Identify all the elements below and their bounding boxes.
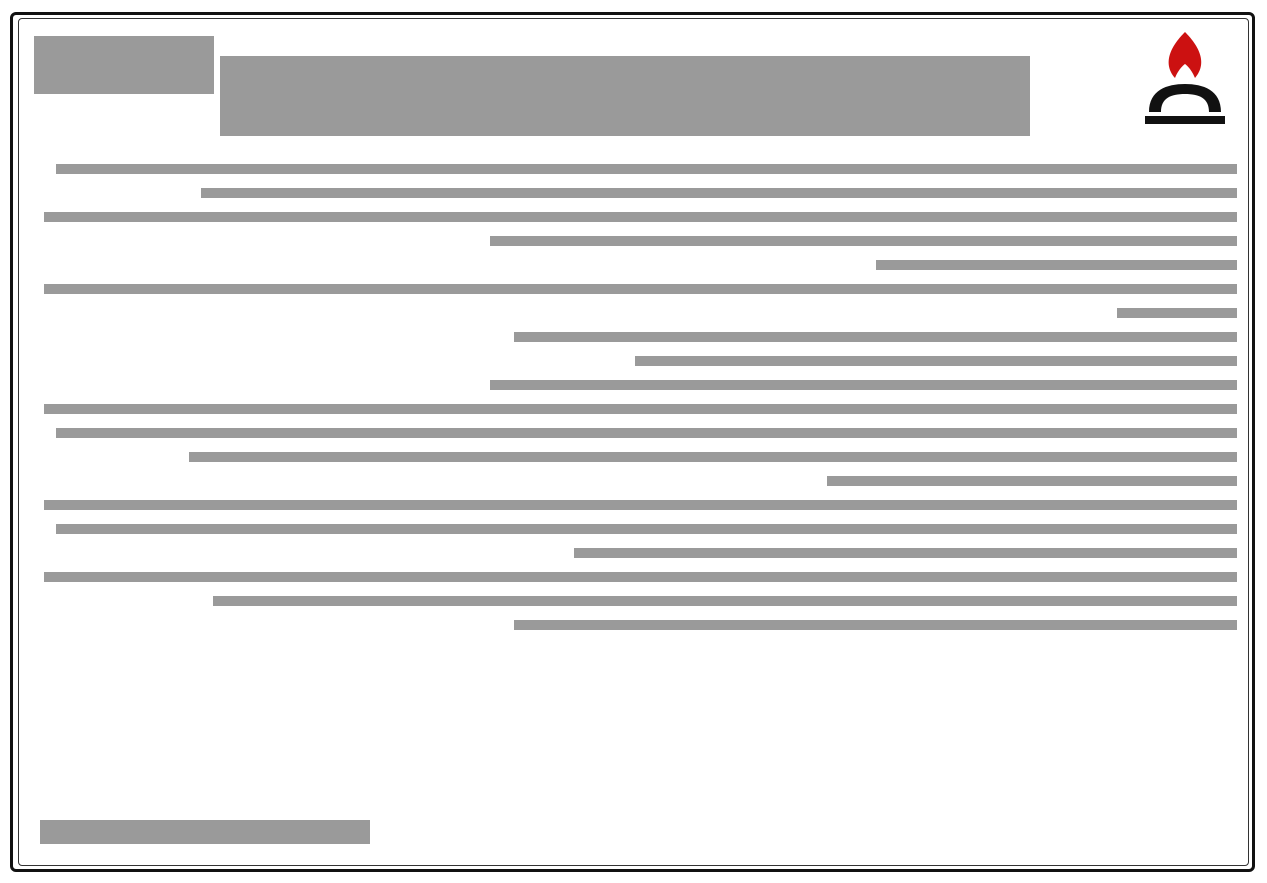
ad-identifiers-placeholder <box>34 36 214 94</box>
company-logo-icon <box>1135 28 1235 138</box>
notice-body-placeholder <box>32 150 1237 790</box>
notice-title-placeholder <box>220 56 1030 136</box>
signature-placeholder <box>40 820 370 844</box>
